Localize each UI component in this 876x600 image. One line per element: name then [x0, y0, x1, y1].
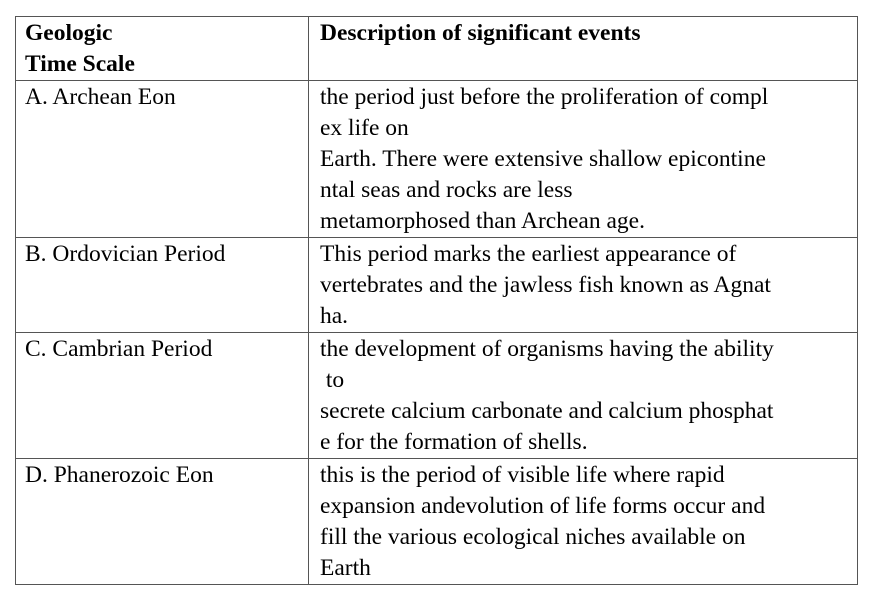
table-row	[16, 238, 858, 333]
header-description	[309, 17, 858, 81]
description-cell	[309, 459, 858, 585]
time-scale-label: C. Cambrian Period	[25, 336, 213, 362]
table-row	[16, 333, 858, 459]
description-line: the development of organisms having the ability	[320, 336, 774, 362]
table-header-row	[16, 17, 858, 81]
time-scale-cell	[16, 459, 309, 585]
time-scale-cell	[16, 333, 309, 459]
time-scale-label: D. Phanerozoic Eon	[25, 462, 214, 488]
description-line: to	[320, 367, 345, 393]
header-geologic-time-scale	[16, 17, 309, 81]
description-line: ntal seas and rocks are less	[320, 177, 573, 203]
description-line: ha.	[320, 303, 349, 329]
description-cell	[309, 333, 858, 459]
description-line: Earth	[320, 555, 371, 581]
description-cell	[309, 81, 858, 238]
description-line: this is the period of visible life where rapid	[320, 462, 725, 488]
time-scale-label: B. Ordovician Period	[25, 241, 226, 267]
description-line: This period marks the earliest appearance of	[320, 241, 737, 267]
description-line: metamorphosed than Archean age.	[320, 208, 645, 234]
header-col2-label: Description of significant events	[320, 20, 641, 46]
table-row	[16, 459, 858, 585]
description-line: e for the formation of shells.	[320, 429, 588, 455]
description-cell	[309, 238, 858, 333]
header-col1-line: Geologic	[25, 20, 113, 46]
description-line: vertebrates and the jawless fish known as Agnat	[320, 272, 771, 298]
geologic-time-table	[15, 16, 858, 585]
description-line: fill the various ecological niches available on	[320, 524, 746, 550]
description-line: Earth. There were extensive shallow epicontine	[320, 146, 766, 172]
time-scale-cell	[16, 81, 309, 238]
time-scale-cell	[16, 238, 309, 333]
description-line: expansion andevolution of life forms occur and	[320, 493, 766, 519]
header-col1-line: Time Scale	[25, 51, 135, 77]
description-line: ex life on	[320, 115, 409, 141]
description-line: secrete calcium carbonate and calcium phosphat	[320, 398, 774, 424]
time-scale-label: A. Archean Eon	[25, 84, 176, 110]
table-row	[16, 81, 858, 238]
description-line: the period just before the proliferation of compl	[320, 84, 769, 110]
